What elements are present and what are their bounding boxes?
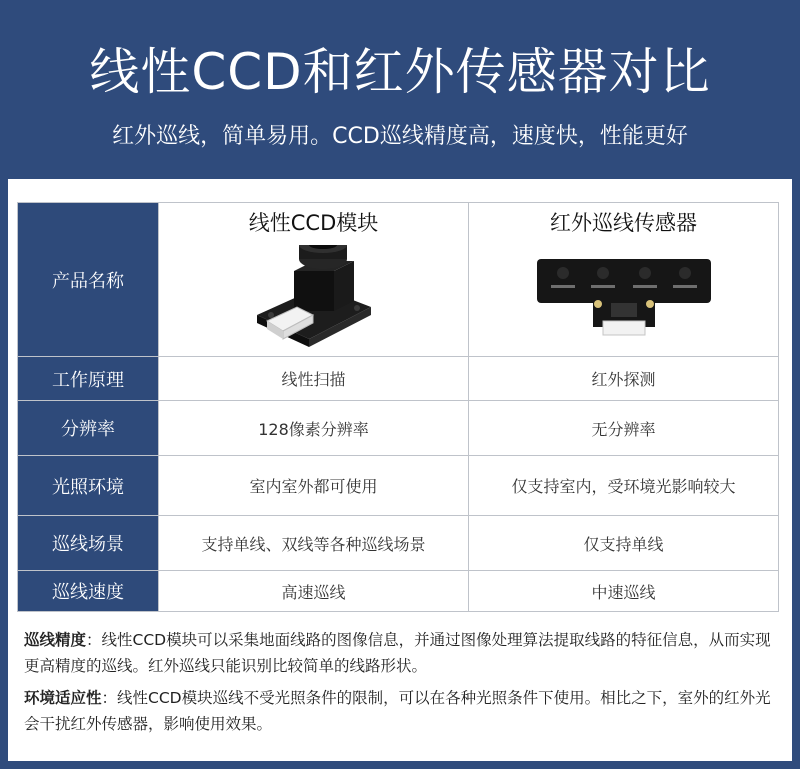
note-paragraph — [24, 627, 784, 679]
ir-value: 中速巡线 — [469, 571, 779, 612]
table-row — [18, 456, 779, 516]
note-separator: ： — [101, 689, 118, 707]
row-label: 光照环境 — [18, 456, 159, 516]
row-label: 工作原理 — [18, 357, 159, 401]
table-row — [18, 516, 779, 571]
note-text: 线性CCD模块可以采集地面线路的图像信息，并通过图像处理算法提取线路的特征信息，从而实现更高精度的巡线。红外巡线只能识别比较简单的线路形状。 — [24, 631, 771, 675]
ccd-value: 高速巡线 — [159, 571, 469, 612]
page-title: 线性CCD和红外传感器对比 — [89, 43, 711, 101]
ccd-module-image — [249, 245, 379, 355]
ir-value: 仅支持单线 — [469, 516, 779, 571]
table-row — [18, 203, 779, 357]
ccd-product-cell — [159, 203, 469, 357]
row-label: 产品名称 — [18, 203, 159, 357]
table-row — [18, 357, 779, 401]
note-label: 巡线精度 — [24, 631, 87, 649]
header-banner — [0, 0, 800, 172]
ir-column-header: 红外巡线传感器 — [550, 211, 697, 235]
note-label: 环境适应性 — [24, 689, 102, 707]
ccd-value: 线性扫描 — [159, 357, 469, 401]
ir-value: 无分辨率 — [469, 401, 779, 456]
note-separator: ： — [86, 631, 102, 649]
notes-section — [24, 627, 784, 743]
ir-value: 仅支持室内，受环境光影响较大 — [469, 456, 779, 516]
table-row — [18, 571, 779, 612]
row-label: 分辨率 — [18, 401, 159, 456]
page-subtitle: 红外巡线，简单易用。CCD巡线精度高，速度快，性能更好 — [112, 124, 688, 149]
note-text: 线性CCD模块巡线不受光照条件的限制，可以在各种光照条件下使用。相比之下，室外的红外光会干扰红外传感器，影响使用效果。 — [24, 689, 771, 733]
comparison-panel — [8, 179, 792, 761]
table-row — [18, 401, 779, 456]
ir-product-cell — [469, 203, 779, 357]
ccd-value: 128像素分辨率 — [159, 401, 469, 456]
ir-value: 红外探测 — [469, 357, 779, 401]
row-label: 巡线场景 — [18, 516, 159, 571]
comparison-table — [17, 202, 779, 612]
row-label: 巡线速度 — [18, 571, 159, 612]
ccd-column-header: 线性CCD模块 — [248, 211, 379, 235]
ir-sensor-image — [537, 259, 711, 339]
note-paragraph — [24, 685, 784, 737]
ccd-value: 支持单线、双线等各种巡线场景 — [159, 516, 469, 571]
ccd-value: 室内室外都可使用 — [159, 456, 469, 516]
